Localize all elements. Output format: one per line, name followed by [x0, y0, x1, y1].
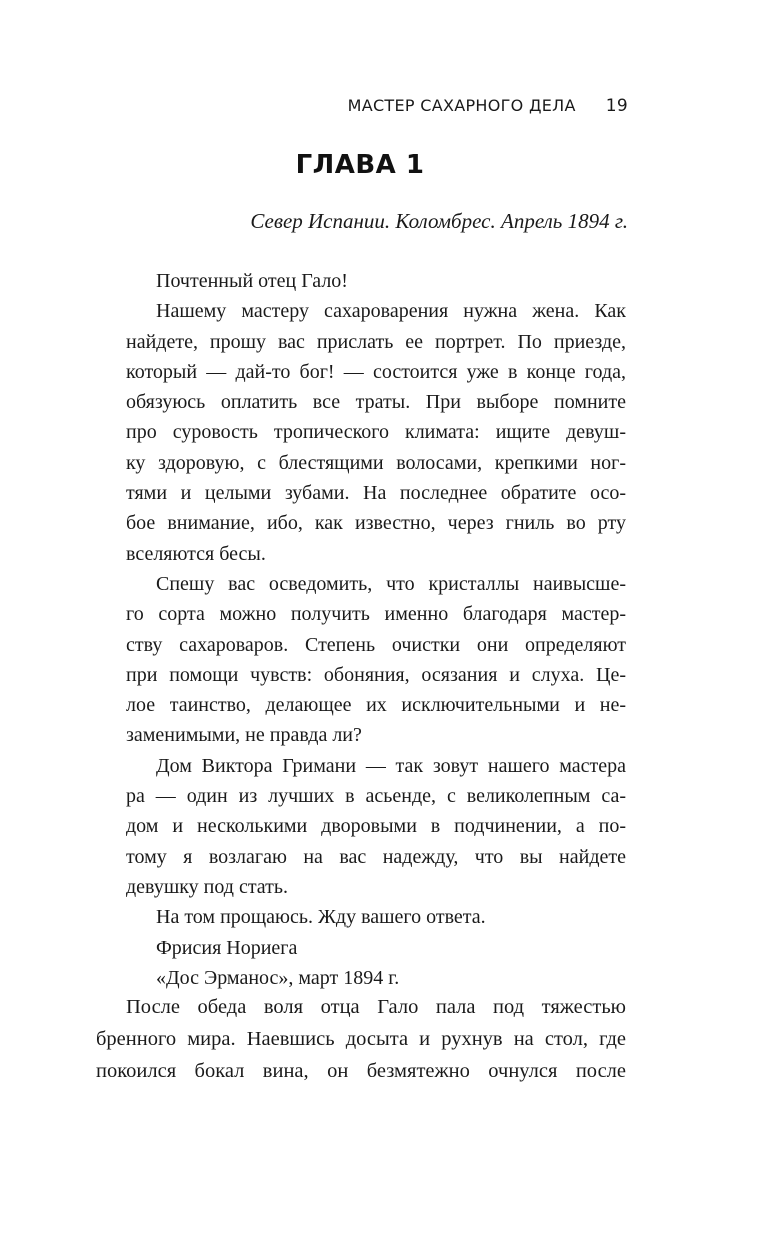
letter-line: Почтенный отец Гало! [156, 270, 348, 292]
letter-line: лое таинство, делающее их исключительными и не- [126, 694, 626, 717]
letter-line: Спешу вас осведомить, что кристаллы наивысше- [156, 572, 626, 595]
letter-line: ству сахароваров. Степень очистки они определяют [126, 633, 626, 656]
chapter-epigraph: Север Испании. Коломбрес. Апрель 1894 г. [250, 209, 628, 233]
narrative-line: бренного мира. Наевшись досыта и рухнув на стол, где [96, 1028, 626, 1050]
letter-line: го сорта можно получить именно благодаря мастер- [126, 603, 626, 626]
letter-line: заменимыми, не правда ли? [126, 724, 362, 747]
letter-line: тями и целыми зубами. На последнее обратите осо- [126, 482, 626, 505]
running-title: МАСТЕР САХАРНОГО ДЕЛА [347, 96, 576, 115]
letter-line: девушку под стать. [126, 875, 289, 898]
letter-line: ра — один из лучших в асьенде, с великолепным са- [126, 785, 626, 808]
narrative-line: После обеда воля отца Гало пала под тяжестью [126, 996, 626, 1018]
running-head [348, 96, 628, 116]
letter-line: Нашему мастеру сахароварения нужна жена. Как [156, 300, 626, 323]
letter-block [126, 266, 626, 993]
letter-line: который — дай-то бог! — состоится уже в конце года, [126, 360, 626, 383]
letter-line: тому я возлагаю на вас надежду, что вы найдете [126, 845, 626, 868]
letter-line: найдете, прошу вас прислать ее портрет. По приезде, [126, 330, 626, 353]
letter-line: На том прощаюсь. Жду вашего ответа. [156, 906, 486, 929]
letter-line: дом и несколькими дворовыми в подчинении, а по- [126, 815, 626, 838]
letter-line: ку здоровую, с блестящими волосами, крепкими ног- [126, 451, 626, 474]
letter-line: про суровость тропического климата: ищите девуш- [126, 421, 626, 444]
letter-line: обязуюсь оплатить все траты. При выборе помните [126, 391, 626, 414]
letter-signature: Фрисия Нориега [156, 936, 298, 959]
narrative-line: покоился бокал вина, он безмятежно очнулся после [96, 1060, 626, 1082]
chapter-title: ГЛАВА 1 [295, 150, 425, 180]
letter-line: при помощи чувств: обоняния, осязания и слуха. Це- [126, 663, 626, 686]
letter-line: бое внимание, ибо, как известно, через гниль во рту [126, 512, 626, 535]
letter-line: вселяются бесы. [126, 542, 266, 565]
letter-line: Дом Виктора Гримани — так зовут нашего мастера [156, 754, 626, 777]
letter-date: «Дос Эрманос», март 1894 г. [156, 966, 400, 989]
narrative-text [96, 991, 626, 1087]
page-number: 19 [605, 96, 628, 116]
